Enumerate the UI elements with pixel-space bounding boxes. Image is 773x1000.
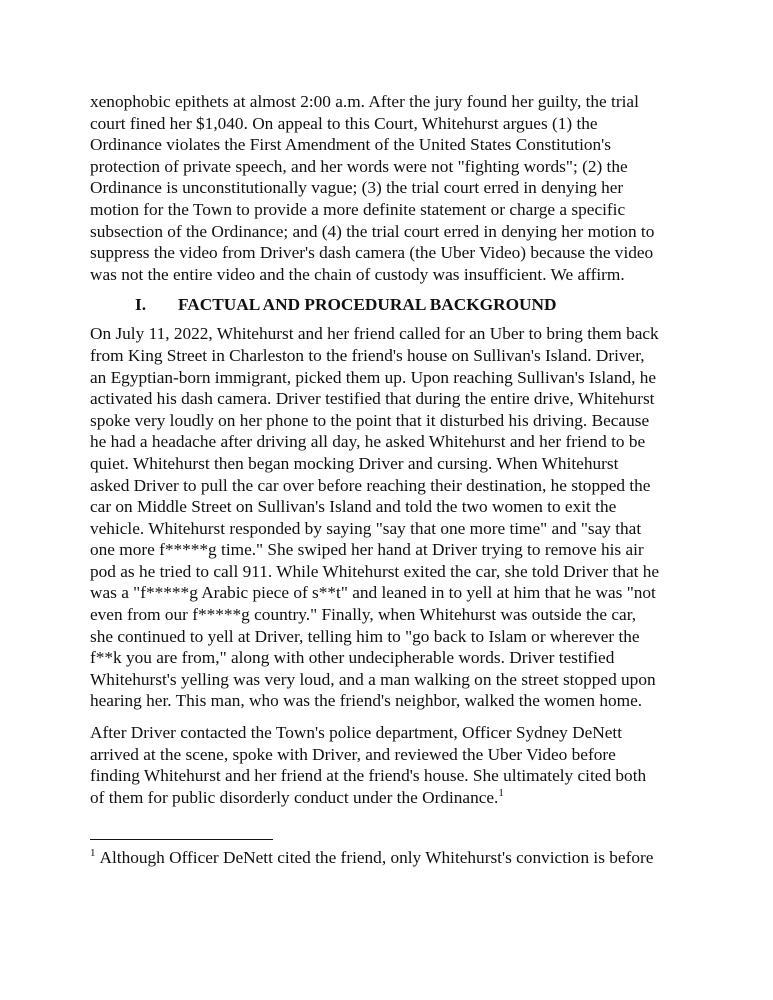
text-line: was a "f*****g Arabic piece of s**t" and leaned in to yell at him that he was "not: [90, 583, 656, 603]
footnote-divider: [90, 839, 273, 840]
text-line: Whitehurst's yelling was very loud, and a man walking on the street stopped upon: [90, 669, 656, 689]
footnote: [90, 847, 690, 869]
text-line: she continued to yell at Driver, telling him to "go back to Islam or wherever the: [90, 626, 640, 646]
text-line: pod as he tried to call 911. While Whitehurst exited the car, she told Driver that he: [90, 561, 660, 581]
text-line: [90, 787, 690, 809]
text-line: spoke very loudly on her phone to the point that it disturbed his driving. Because: [90, 410, 650, 430]
text-line: Ordinance is unconstitutionally vague; (3) the trial court erred in denying her: [90, 178, 624, 198]
text-line: Ordinance violates the First Amendment of the United States Constitution's: [90, 135, 612, 155]
footnote-text: Although Officer DeNett cited the friend, only Whitehurst's conviction is before: [99, 848, 654, 867]
text-line: finding Whitehurst and her friend at the friend's house. She ultimately cited both: [90, 766, 647, 786]
text-line: he had a headache after driving all day, he asked Whitehurst and her friend to be: [90, 432, 646, 452]
text-line: arrived at the scene, spoke with Driver, and reviewed the Uber Video before: [90, 744, 616, 764]
text-line: After Driver contacted the Town's police department, Officer Sydney DeNett: [90, 723, 622, 743]
text-line: subsection of the Ordinance; and (4) the trial court erred in denying her motion to: [90, 221, 655, 241]
text-line: hearing her. This man, who was the friend's neighbor, walked the women home.: [90, 691, 643, 711]
text-line: was not the entire video and the chain of custody was insufficient. We affirm.: [90, 264, 625, 284]
text-line: from King Street in Charleston to the friend's house on Sullivan's Island. Driver,: [90, 345, 645, 365]
text-line: court fined her $1,040. On appeal to this Court, Whitehurst argues (1) the: [90, 113, 598, 133]
text-line: xenophobic epithets at almost 2:00 a.m. After the jury found her guilty, the trial: [90, 92, 639, 111]
paragraph-intro: [90, 91, 690, 285]
document-page: [90, 91, 690, 808]
text-line: activated his dash camera. Driver testified that during the entire drive, Whitehurst: [90, 389, 655, 409]
section-number: I.: [135, 295, 147, 315]
text-line: protection of private speech, and her words were not "fighting words"; (2) the: [90, 156, 628, 176]
text-line: vehicle. Whitehurst responded by saying "say that one more time" and "say that: [90, 518, 642, 538]
text-line: motion for the Town to provide a more definite statement or charge a specific: [90, 199, 626, 219]
paragraph-facts: [90, 323, 690, 712]
paragraph-citation: [90, 722, 690, 808]
text-line: car on Middle Street on Sullivan's Island and told the two women to exit the: [90, 497, 617, 517]
text-line-content: of them for public disorderly conduct under the Ordinance.: [90, 787, 499, 807]
section-heading: [90, 293, 690, 317]
footnote-reference[interactable]: 1: [498, 787, 504, 800]
text-line: f**k you are from," along with other undecipherable words. Driver testified: [90, 648, 615, 668]
text-line: On July 11, 2022, Whitehurst and her friend called for an Uber to bring them back: [90, 324, 659, 344]
footnote-marker: 1: [90, 847, 96, 860]
section-title: FACTUAL AND PROCEDURAL BACKGROUND: [178, 295, 557, 315]
text-line: quiet. Whitehurst then began mocking Driver and cursing. When Whitehurst: [90, 453, 619, 473]
text-line: one more f*****g time." She swiped her hand at Driver trying to remove his air: [90, 540, 644, 560]
text-line: an Egyptian-born immigrant, picked them up. Upon reaching Sullivan's Island, he: [90, 367, 657, 387]
text-line: even from our f*****g country." Finally, when Whitehurst was outside the car,: [90, 605, 637, 625]
text-line: asked Driver to pull the car over before reaching their destination, he stopped the: [90, 475, 651, 495]
text-line: suppress the video from Driver's dash camera (the Uber Video) because the video: [90, 243, 654, 263]
